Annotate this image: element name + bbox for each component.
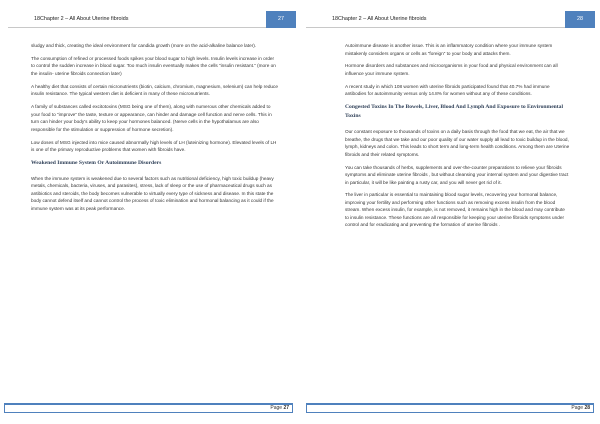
page-header xyxy=(306,11,595,28)
paragraph: A recent study in which 108 women with uterine fibroids participated found that 40.7% had immune antibodies for autoimmunity versus only 14.8% for women without any of these conditions. xyxy=(345,83,550,97)
paragraph: Our constant exposure to thousands of toxins on a daily basis through the food that we eat, the air that we breathe, the drugs that we take and our poor quality of our water supply all lead to toxic buildup in the blood, lymph, kidneys and colon. This leads to short term and long-term health conditions. Among them are Uterine fibroids and their related symptoms. xyxy=(345,129,570,157)
chapter-title: 18Chapter 2 – All About Uterine fibroids xyxy=(306,11,565,28)
footer-page-word: Page xyxy=(270,405,283,411)
paragraph: You can take thousands of herbs, supplements and over-the-counter preparations to relieve your fibroids symptoms and eliminate uterine fibroids , but without cleansing your internal system and your digestive tract in particular, it will be like painting a rusty car, and you will never get rid of it. xyxy=(345,164,569,185)
paragraph: Hormone disorders and substances and microorganisms in your food and physical environment can all influence your immune system. xyxy=(345,63,558,76)
section-heading: Congested Toxins In The Bowels, Liver, Blood And Lymph And Exposure to Environmental Toxins xyxy=(345,104,564,120)
section-heading: Weakened Immune System Or Autoimmune Disorders xyxy=(31,159,162,166)
footer-bar xyxy=(4,403,293,413)
page-footer xyxy=(306,403,594,413)
footer-page-label xyxy=(270,403,289,413)
page-body xyxy=(345,42,570,234)
footer-page-word: Page xyxy=(571,405,584,411)
right-page xyxy=(300,0,600,424)
page-header xyxy=(8,11,296,28)
paragraph: sludgy and thick, creating the ideal environment for candida growth (more on the acid-alkaline balance later). xyxy=(31,43,257,48)
paragraph: A family of substances called excitotoxins (MSG being one of them), along with numerous other chemicals added to your food to “improve” the taste, texture or appearance, can hinder and damage cell function and nerve cells. This in turn can hinder your body’s ability to keep your hormones balanced. (Nerve cells in the hypothalamus are also responsible for the stimulation or suppression of hormone secretion). xyxy=(31,104,272,132)
footer-bar xyxy=(306,403,594,413)
footer-page-number: 27 xyxy=(283,405,289,411)
footer-page-number: 28 xyxy=(584,405,590,411)
footer-page-label xyxy=(571,403,590,413)
header-page-number: 28 xyxy=(565,11,595,28)
header-page-number: 27 xyxy=(266,11,296,28)
paragraph: Low doses of MSG injected into mice caused abnormally high levels of LH (luteinizing hormone). Elevated levels of LH is one of the primary reproductive problems that women with fibroids have. xyxy=(31,139,277,153)
chapter-title: 18Chapter 2 – All About Uterine fibroids xyxy=(8,11,266,28)
page-footer xyxy=(4,403,293,413)
paragraph: Autoimmune disease is another issue. This is an inflammatory condition where your immune system mistakenly considers organs or cells as “foreign” to your body and attacks them. xyxy=(345,43,553,56)
paragraph: A healthy diet that consists of certain micronutrients (biotin, calcium, chromium, magnesium, selenium) can help reduce insulin resistance. The typical western diet is deficient in many of these micronutrients. xyxy=(31,83,278,97)
page-body xyxy=(31,42,279,218)
paragraph: When the immune system is weakened due to several factors such as nutritional deficiency, high toxic buildup (heavy metals, chemicals, bacteria, viruses, and parasites), stress, lack of sleep or the use of pharmaceutical drugs such as antibiotics and steroids, the body becomes vulnerable to virtually every type of sickness and disease. In this state the body cannot defend itself and cannot control the process of toxic elimination and hormonal balancing as it could if the immune system was at its peak performance. xyxy=(31,175,274,211)
paragraph: The liver in particular is essential to maintaining blood sugar levels, recovering your hormonal balance, improving your fertility and performing other functions such as removing excess insulin from the blood stream. When excess insulin, for example, is not removed, it remains high in the blood and may contribute to insulin resistance. These functions are all responsible for keeping your uterine fibroids symptoms under control and for eradicating and preventing the formation of uterine fibroids . xyxy=(345,192,565,228)
paragraph: The consumption of refined or processed foods spikes your blood sugar to high levels. Insulin levels increase in order to control the sudden increase in blood sugar. Too much insulin eventually makes the cells “insulin resistant.” (more on the insulin- uterine fibroids connection later) xyxy=(31,55,276,76)
